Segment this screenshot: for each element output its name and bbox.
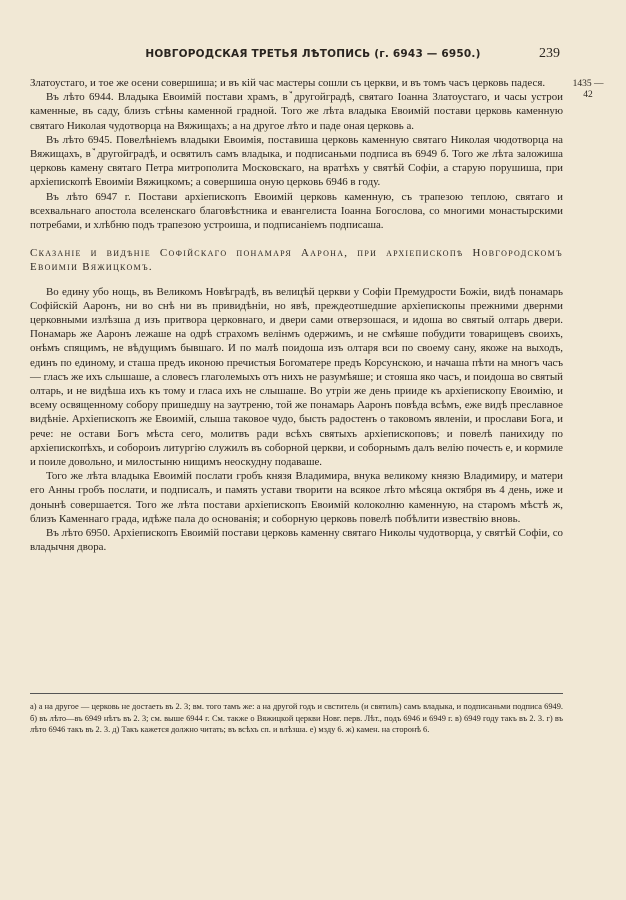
main-text <box>30 76 563 555</box>
page-number: 239 <box>539 46 560 61</box>
running-header <box>0 48 626 70</box>
paragraph: Во едину убо нощь, въ Великомъ Новѣградѣ, въ велицѣй церкви у Софіи Премудрости Божіи, видѣ понамарь Софійскій Ааронъ, ни во снѣ ни въ привидѣніи, но явѣ, преждеотшедшие архіепископы прежними двернми церковными излѣзша д изъ притвора церковнаго, и двери сами отверзошася, и идоша во святый олтарь двери. Понамарь же Ааронъ лежаше на одрѣ страхомъ велінмъ одержимъ, и не смѣяше побудити товарищевъ своихъ, онѣмъ спящимъ, не вѣдущимъ бывшаго. И по малѣ поидоша изъ олтаря вси по своему сану, якоже на выходъ, единъ по единому, и сташа предъ иконою пречистыя Богоматере предъ Корсунскою, и начаша пѣти на многъ часъ — гласъ же ихъ слышаше, а словесъ глаголемыхъ отъ нихъ не разумѣяше; и стояша яко часъ, и поидоша во святый олтарь, и не видѣша ихъ къ тому и гласа ихъ не слышаше. Во утріи же день прииде къ архіепископу Евоимію, и всему освященному собору пришедшу на заутреню, той же понамарь Ааронъ повѣда всѣмъ, еже видѣ преславное видѣніе. Архіепископъ же Евоимій, слыша таковое чудо, бысть радостенъ о таковомъ явленіи, и прослави Бога, и рече: не остави Богъ мѣста сего, молитвъ ради всѣхъ святыхъ архіепископовъ; и повелѣ панихиду по архіепископѣхъ, и собороиъ литургію служилъ въ соборной церкви, и соборнымъ далъ велію почесть е, и кормиле и поиле довольно, и милостыню нищимъ неоскудну подаваше. <box>30 285 563 469</box>
paragraph: Въ лѣто 6947 г. Постави архіепископъ Евоимій церковь каменную, съ трапезою теплою, святаго и всехвальнаго апостола вселенскаго благовѣстника и евангелиста Іоанна Богослова, со многими монастырскими потребами, и хлѣбню подъ трапезою устроиша, и подписаніемъ подписаша. <box>30 190 563 232</box>
paragraph: Въ лѣто 6945. Повелѣніемъ владыки Евоимія, поставиша церковь каменную святаго Николая чюдотворца на Вяжищахъ, вꙿдругойградѣ, и освятилъ самъ владыка, и подписаньми подписа въ 6949 б. Того же лѣта заложиша церковь камену святаго Петра митрополита Московскаго, на вратѣхъ у святѣй Софіи, а старую порушиша, при архіепископѣ Евоиміи Вяжицкомъ; а совершиша оную церковь 6946 в году. <box>30 133 563 189</box>
header-title: НОВГОРОДСКАЯ ТРЕТЬЯ ЛѢТОПИСЬ (г. 6943 — 6950.) <box>145 48 481 60</box>
margin-year-note: 1435 — 42 <box>572 79 604 100</box>
footnotes: а) а на другое — церковь не достаеть въ 2. 3; вм. того тамъ же: а на другой годъ и свститель (и святилъ) самъ владыка, и подписаньми подписа 6949. б) въ лѣто—въ 6949 нѣтъ въ 2. 3; см. выше 6944 г. См. также о Вяжицкой церкви Новг. перв. Лѣт., подъ 6946 и 6949 г. в) 6949 году такъ въ 2. 3. г) въ лѣто 6946 такъ въ 2. 3. д) Такъ кажется должно читать; въ всѣхъ сп. и влѣзша. е) мзду 6. ж) камен. на сторонѣ 6. <box>30 702 563 735</box>
paragraph: Въ лѣто 6944. Владыка Евоимій постави храмъ, вꙿдругойградѣ, святаго Іоанна Златоустаго, и часы устрои каменные, въ саду, близъ стѣны каменной градной. Того же лѣта владыка Евоимій постави церковь каменную святаго Николая чудотворца на Вяжищахъ; а на другое лѣто и паде оная церковь а. <box>30 91 563 132</box>
section-title <box>30 246 563 274</box>
paragraph: Златоустаго, и тое же осени совершиша; и въ кій час мастеры сошли съ церкви, и въ томъ часъ церковь падеся. <box>30 77 546 89</box>
paragraph: Въ лѣто 6950. Архіепископъ Евоимій постави церковь каменну святаго Николы чудотворца, у святѣй Софіи, со владычня двора. <box>30 527 563 554</box>
paragraph: Того же лѣта владыка Евоимій послати гробъ князя Владимира, внука великому князю Владимиру, и матери его Анны гробъ послати, и подписалъ, и память устави творити на всякое лѣто мѣсяца октября въ 4 день, иже и донынѣ совершается. Того же лѣта постави архіепископъ Евоимій колоколню каменную, на старомъ мѣстѣ ж, близъ Каменнаго града, идѣже пала до основанія; и соборную церковь повелѣ побѣлити извествію вновь. <box>30 470 563 525</box>
section-title-text: Сказаніе и видѣніе Софійскаго понамаря Аарона, при архіепископѣ Новгородскомъ Евоиміи Вяжицкомъ. <box>30 247 563 274</box>
footnote-divider <box>30 693 563 694</box>
